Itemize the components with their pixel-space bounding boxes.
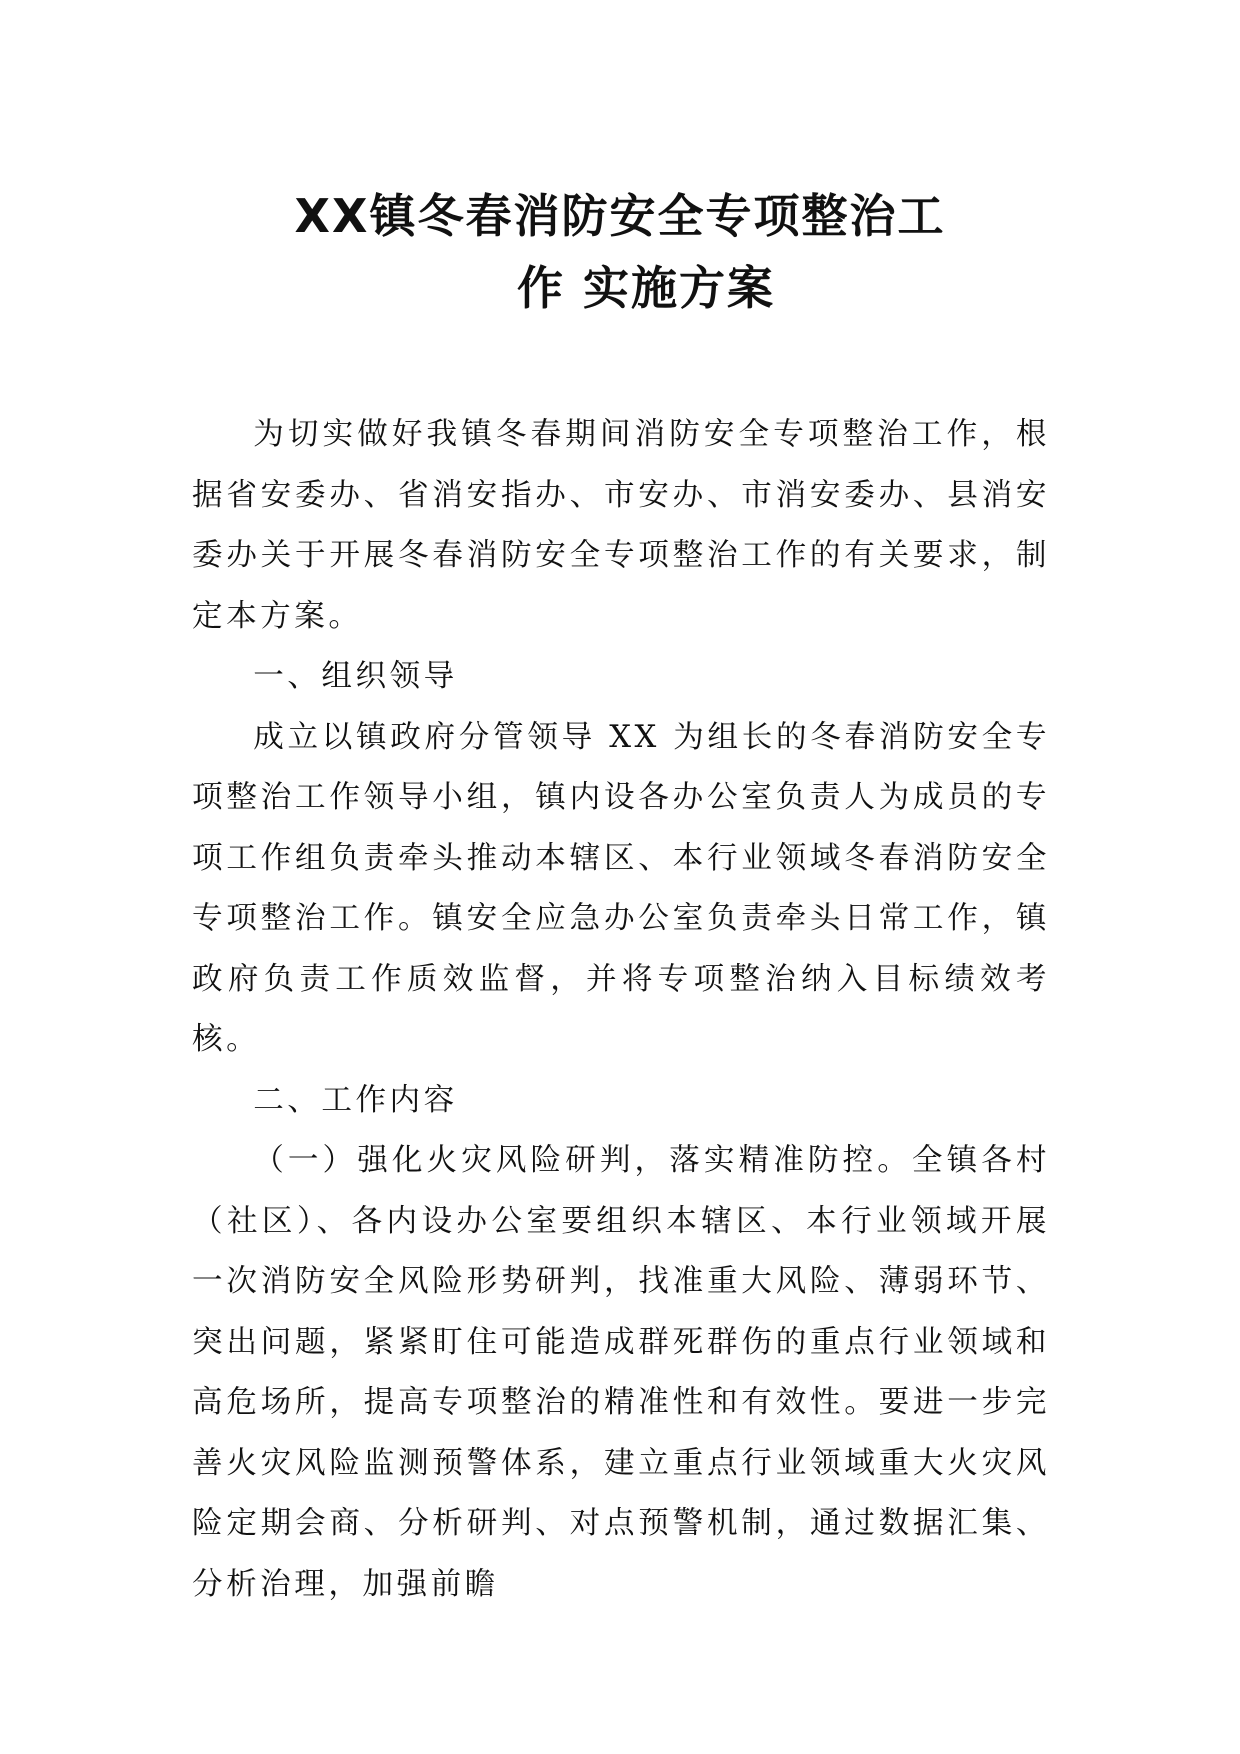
section-heading-work-content: 二、工作内容 [253, 1082, 458, 1118]
document-title-line-2: 作 实施方案 [516, 261, 775, 315]
section-heading-organization: 一、组织领导 [253, 659, 458, 694]
document-body [192, 405, 1050, 1615]
document-title-line-1: XX镇冬春消防安全专项整治工 [294, 189, 946, 243]
work-content-paragraph: （一）强化火灾风险研判，落实精准防控。全镇各村（社区）、各内设办公室要组织本辖区、本行业领域开展一次消防安全风险形势研判，找准重大风险、薄弱环节、突出问题，紧紧盯住可能造成群死群伤的重点行业领域和高危场所，提高专项整治的精准性和有效性。要进一步完善火灾风险监测预警体系，建立重点行业领域重大火灾风险定期会商、分析研判、对点预警机制，通过数据汇集、分析治理，加强前瞻 [192, 1143, 1050, 1602]
organization-paragraph: 成立以镇政府分管领导 XX 为组长的冬春消防安全专项整治工作领导小组，镇内设各办公室负责人为成员的专项工作组负责牵头推动本辖区、本行业领域冬春消防安全专项整治工作。镇安全应急办公室负责牵头日常工作，镇政府负责工作质效监督，并将专项整治纳入目标绩效考核。 [192, 719, 1050, 1057]
intro-paragraph: 为切实做好我镇冬春期间消防安全专项整治工作，根据省安委办、省消安指办、市安办、市消安委办、县消安委办关于开展冬春消防安全专项整治工作的有关要求，制定本方案。 [192, 417, 1050, 634]
